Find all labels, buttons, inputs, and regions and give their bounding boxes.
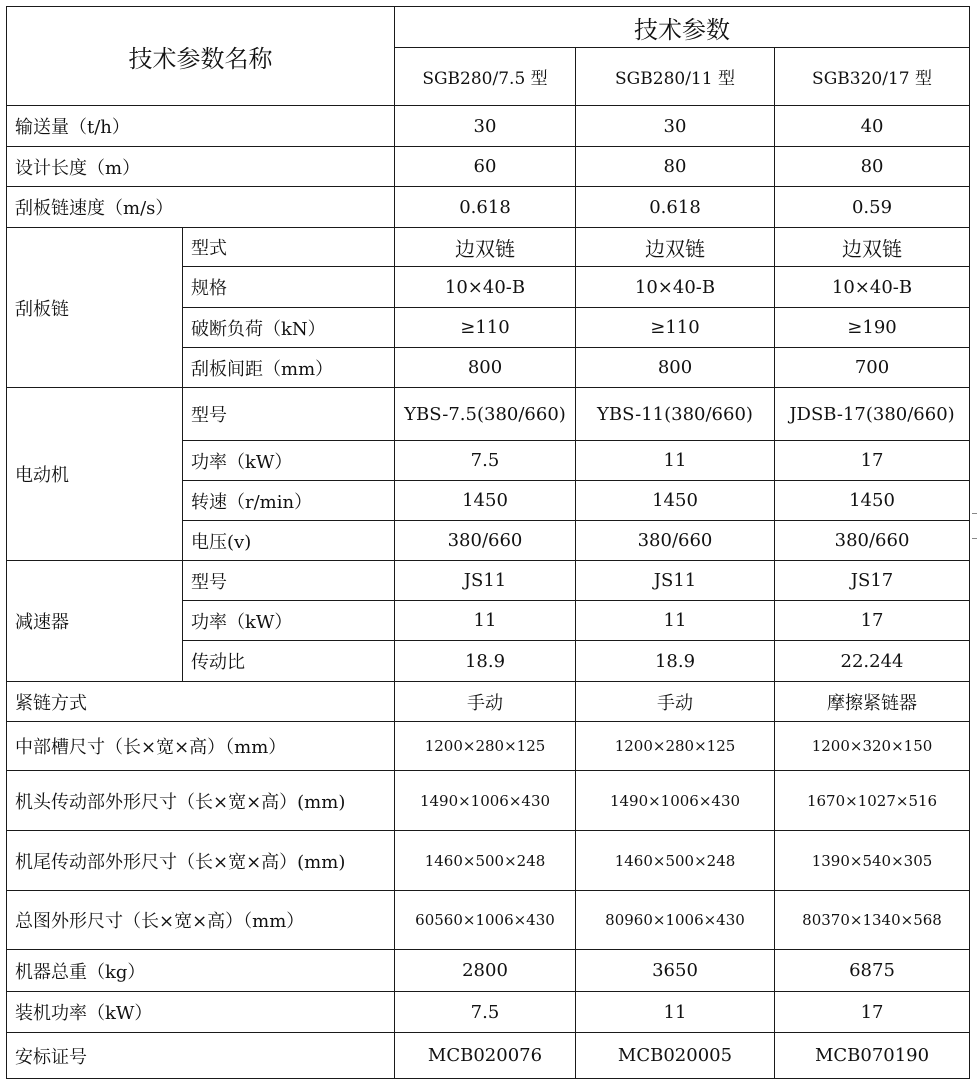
cell-value: 80960×1006×430 bbox=[576, 891, 775, 950]
sub-label: 规格 bbox=[183, 267, 395, 308]
cell-value: 10×40-B bbox=[576, 267, 775, 308]
cell-value: 80370×1340×568 bbox=[775, 891, 970, 950]
cell-value: 17 bbox=[775, 992, 970, 1033]
cell-value: 40 bbox=[775, 106, 970, 147]
sub-label: 功率（kW） bbox=[183, 441, 395, 481]
cell-value: YBS-7.5(380/660) bbox=[395, 388, 576, 441]
row-label: 总图外形尺寸（长×宽×高）（mm） bbox=[7, 891, 395, 950]
cell-value: 0.618 bbox=[576, 187, 775, 228]
cell-value: 17 bbox=[775, 441, 970, 481]
sub-label: 型号 bbox=[183, 388, 395, 441]
cell-value: 800 bbox=[576, 348, 775, 388]
cell-value: 22.244 bbox=[775, 641, 970, 682]
sub-label: 转速（r/min） bbox=[183, 481, 395, 521]
cell-value: 1490×1006×430 bbox=[395, 771, 576, 831]
cell-value: JS11 bbox=[576, 561, 775, 601]
cell-value: 17 bbox=[775, 601, 970, 641]
table-row bbox=[7, 228, 970, 267]
row-label: 装机功率（kW） bbox=[7, 992, 395, 1033]
cell-value: MCB070190 bbox=[775, 1033, 970, 1079]
cell-value: MCB020076 bbox=[395, 1033, 576, 1079]
cell-value: 1390×540×305 bbox=[775, 831, 970, 891]
row-label: 紧链方式 bbox=[7, 682, 395, 722]
cell-value: 380/660 bbox=[395, 521, 576, 561]
cell-value: 11 bbox=[395, 601, 576, 641]
model-header-2: SGB280/11 型 bbox=[576, 48, 775, 106]
tech-params-table bbox=[6, 6, 970, 1079]
cell-value: JS11 bbox=[395, 561, 576, 601]
cell-value: 11 bbox=[576, 992, 775, 1033]
cell-value: 1460×500×248 bbox=[395, 831, 576, 891]
cell-value: 18.9 bbox=[576, 641, 775, 682]
sub-label: 刮板间距（mm） bbox=[183, 348, 395, 388]
page-edge-mark bbox=[972, 538, 977, 539]
cell-value: 2800 bbox=[395, 950, 576, 992]
cell-value: JDSB-17(380/660) bbox=[775, 388, 970, 441]
cell-value: MCB020005 bbox=[576, 1033, 775, 1079]
cell-value: 7.5 bbox=[395, 441, 576, 481]
cell-value: YBS-11(380/660) bbox=[576, 388, 775, 441]
row-label: 中部槽尺寸（长×宽×高）（mm） bbox=[7, 722, 395, 771]
group-label-reducer: 减速器 bbox=[7, 561, 183, 682]
cell-value: JS17 bbox=[775, 561, 970, 601]
cell-value: 3650 bbox=[576, 950, 775, 992]
cell-value: 800 bbox=[395, 348, 576, 388]
cell-value: 1200×280×125 bbox=[576, 722, 775, 771]
table-row bbox=[7, 891, 970, 950]
cell-value: 7.5 bbox=[395, 992, 576, 1033]
cell-value: 700 bbox=[775, 348, 970, 388]
cell-value: 60 bbox=[395, 147, 576, 187]
table-row bbox=[7, 950, 970, 992]
cell-value: 80 bbox=[576, 147, 775, 187]
cell-value: 1450 bbox=[576, 481, 775, 521]
table-row bbox=[7, 187, 970, 228]
sub-label: 传动比 bbox=[183, 641, 395, 682]
cell-value: 1490×1006×430 bbox=[576, 771, 775, 831]
table-row bbox=[7, 771, 970, 831]
cell-value: 80 bbox=[775, 147, 970, 187]
cell-value: 11 bbox=[576, 441, 775, 481]
cell-value: 1200×320×150 bbox=[775, 722, 970, 771]
row-label: 机头传动部外形尺寸（长×宽×高）(mm) bbox=[7, 771, 395, 831]
row-label: 刮板链速度（m/s） bbox=[7, 187, 395, 228]
cell-value: 边双链 bbox=[395, 228, 576, 267]
cell-value: 30 bbox=[395, 106, 576, 147]
cell-value: 0.618 bbox=[395, 187, 576, 228]
cell-value: 手动 bbox=[576, 682, 775, 722]
cell-value: 边双链 bbox=[576, 228, 775, 267]
cell-value: 10×40-B bbox=[395, 267, 576, 308]
cell-value: 6875 bbox=[775, 950, 970, 992]
group-label-motor: 电动机 bbox=[7, 388, 183, 561]
model-header-1: SGB280/7.5 型 bbox=[395, 48, 576, 106]
cell-value: 0.59 bbox=[775, 187, 970, 228]
cell-value: 10×40-B bbox=[775, 267, 970, 308]
cell-value: 11 bbox=[576, 601, 775, 641]
table-row bbox=[7, 722, 970, 771]
cell-value: 30 bbox=[576, 106, 775, 147]
table-row bbox=[7, 682, 970, 722]
cell-value: 1450 bbox=[775, 481, 970, 521]
cell-value: 18.9 bbox=[395, 641, 576, 682]
row-label: 设计长度（m） bbox=[7, 147, 395, 187]
row-label: 输送量（t/h） bbox=[7, 106, 395, 147]
sub-label: 型式 bbox=[183, 228, 395, 267]
page-edge-mark bbox=[972, 513, 977, 514]
sub-label: 功率（kW） bbox=[183, 601, 395, 641]
table-row bbox=[7, 106, 970, 147]
cell-value: 1450 bbox=[395, 481, 576, 521]
group-label-scraper-chain: 刮板链 bbox=[7, 228, 183, 388]
cell-value: 380/660 bbox=[576, 521, 775, 561]
cell-value: 380/660 bbox=[775, 521, 970, 561]
param-name-title: 技术参数名称 bbox=[7, 7, 395, 106]
cell-value: 手动 bbox=[395, 682, 576, 722]
model-header-3: SGB320/17 型 bbox=[775, 48, 970, 106]
cell-value: 60560×1006×430 bbox=[395, 891, 576, 950]
table-row bbox=[7, 992, 970, 1033]
cell-value: 1200×280×125 bbox=[395, 722, 576, 771]
cell-value: 1460×500×248 bbox=[576, 831, 775, 891]
table-row bbox=[7, 147, 970, 187]
cell-value: ≥110 bbox=[395, 308, 576, 348]
row-label: 安标证号 bbox=[7, 1033, 395, 1079]
row-label: 机尾传动部外形尺寸（长×宽×高）(mm) bbox=[7, 831, 395, 891]
tech-params-title: 技术参数 bbox=[395, 7, 970, 48]
sub-label: 电压(v) bbox=[183, 521, 395, 561]
table-row bbox=[7, 1033, 970, 1079]
cell-value: ≥110 bbox=[576, 308, 775, 348]
table-row bbox=[7, 388, 970, 441]
header-row-1 bbox=[7, 7, 970, 48]
cell-value: ≥190 bbox=[775, 308, 970, 348]
table-row bbox=[7, 831, 970, 891]
row-label: 机器总重（kg） bbox=[7, 950, 395, 992]
cell-value: 1670×1027×516 bbox=[775, 771, 970, 831]
sub-label: 型号 bbox=[183, 561, 395, 601]
table-row bbox=[7, 561, 970, 601]
sub-label: 破断负荷（kN） bbox=[183, 308, 395, 348]
cell-value: 边双链 bbox=[775, 228, 970, 267]
cell-value: 摩擦紧链器 bbox=[775, 682, 970, 722]
